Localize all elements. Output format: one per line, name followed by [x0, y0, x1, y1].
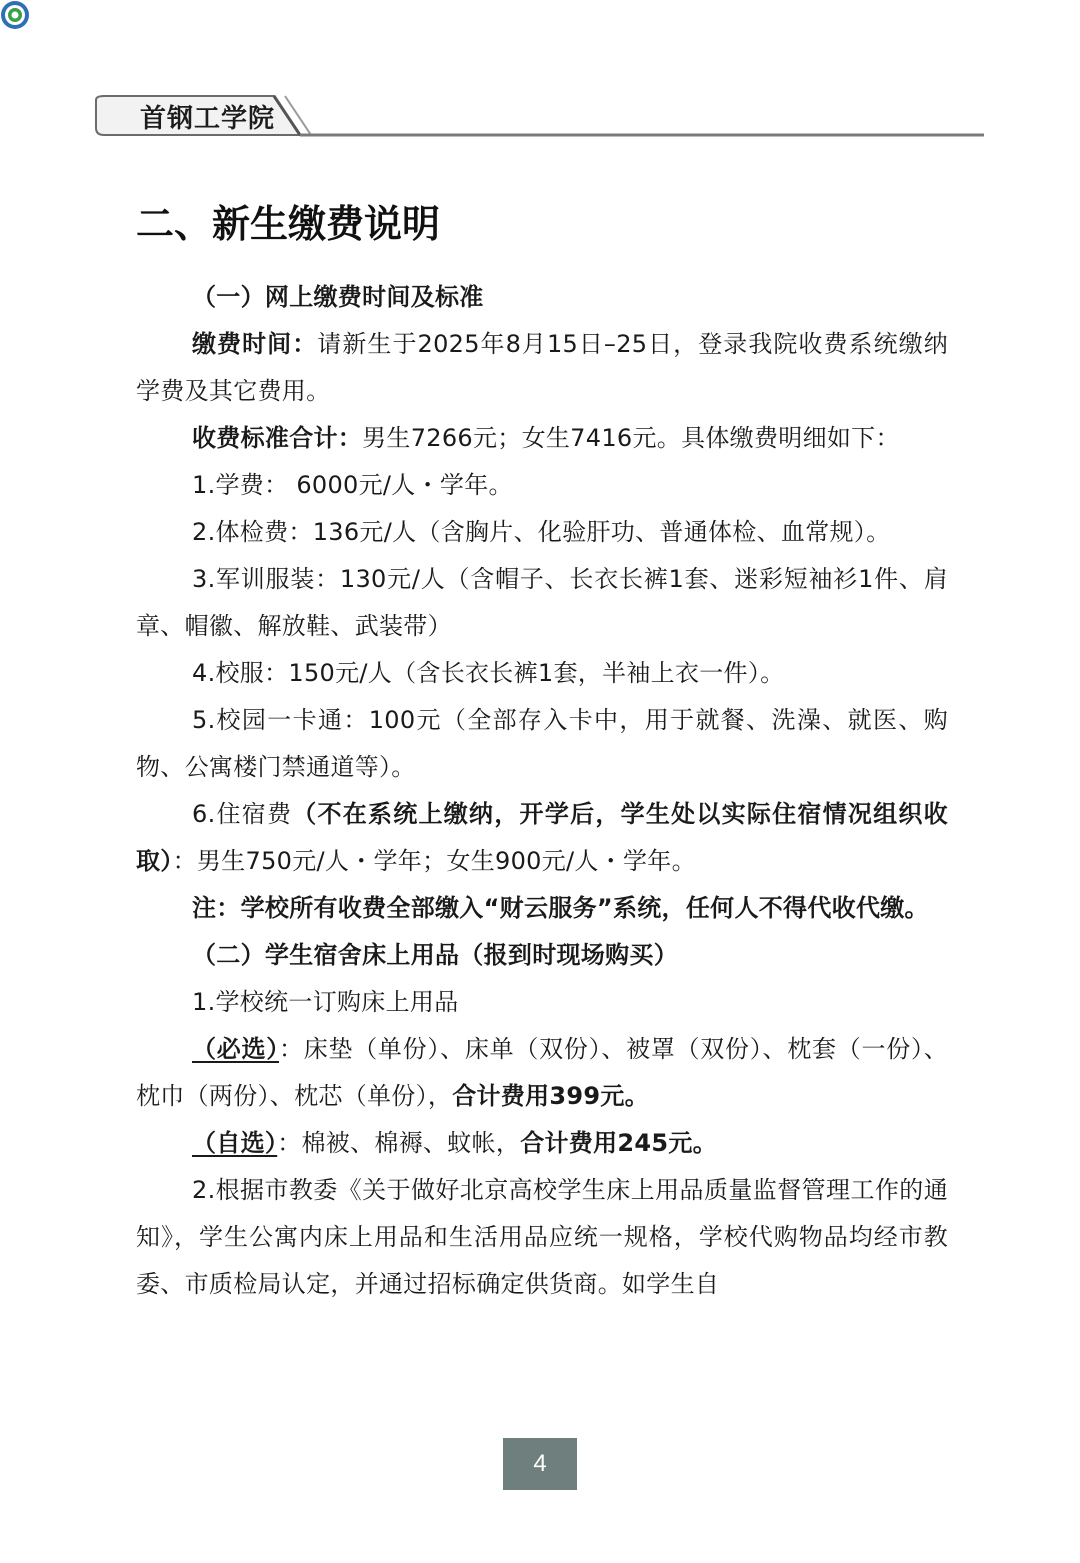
payment-time-label: 缴费时间： [192, 330, 318, 358]
optional-text: ：棉被、棉褥、蚊帐， [277, 1129, 521, 1157]
document-body [136, 198, 948, 1308]
required-text: ：床垫（单份）、床单（双份）、被罩（双份）、枕套（一份）、枕巾（两份）、枕芯（单份）， [136, 1035, 948, 1110]
fee-item-medical: 2.体检费：136元/人（含胸片、化验肝功、普通体检、血常规）。 [192, 518, 891, 546]
bedding-item2: 2.根据市教委《关于做好北京高校学生床上用品质量监督管理工作的通知》，学生公寓内床上用品和生活用品应统一规格，学校代购物品均经市教委、市质检局认定，并通过招标确定供货商。如学生自 [136, 1176, 948, 1298]
optional-total: 合计费用245元。 [520, 1129, 718, 1157]
page-header [0, 0, 1080, 150]
fee-total [136, 415, 948, 462]
fee-total-text: 男生7266元；女生7416元。具体缴费明细如下： [362, 424, 900, 452]
page-title: 二、新生缴费说明 [136, 202, 441, 246]
fee-note: 注：学校所有收费全部缴入“财云服务”系统，任何人不得代收代缴。 [192, 894, 929, 922]
school-name: 首钢工学院 [140, 104, 276, 134]
required-label: （必选） [192, 1035, 279, 1063]
section2-heading: （二）学生宿舍床上用品（报到时现场购买） [192, 941, 678, 969]
payment-time-text: 请新生于2025年8月15日–25日，登录我院收费系统缴纳学费及其它费用。 [136, 330, 949, 405]
accommodation-prefix: 6.住宿费 [192, 800, 293, 828]
bedding-item1: 1.学校统一订购床上用品 [192, 988, 459, 1016]
fee-item-military-uniform: 3.军训服装：130元/人（含帽子、长衣长裤1套、迷彩短袖衫1件、肩章、帽徽、解放鞋、武装带） [136, 565, 948, 640]
accommodation-note: （不在系统上缴纳，开学后，学生处以实际住宿情况组织收取） [136, 800, 948, 875]
bedding-required [136, 1026, 948, 1120]
required-total: 合计费用399元。 [452, 1082, 650, 1110]
fee-item-school-uniform: 4.校服：150元/人（含长衣长裤1套，半袖上衣一件）。 [192, 659, 785, 687]
optional-label: （自选） [192, 1129, 278, 1157]
page-number: 4 [503, 1438, 577, 1490]
section1-heading: （一）网上缴费时间及标准 [192, 283, 484, 311]
accommodation-price: ：男生750元/人・学年；女生900元/人・学年。 [172, 847, 696, 875]
fee-item-tuition: 1.学费： 6000元/人・学年。 [192, 471, 513, 499]
fee-item-accommodation [136, 791, 948, 885]
fee-total-label: 收费标准合计： [192, 424, 363, 452]
payment-time [136, 321, 948, 415]
school-logo-icon [0, 0, 30, 30]
bedding-optional [136, 1120, 948, 1167]
fee-item-campus-card: 5.校园一卡通：100元（全部存入卡中，用于就餐、洗澡、就医、购物、公寓楼门禁通道等）。 [136, 706, 948, 781]
